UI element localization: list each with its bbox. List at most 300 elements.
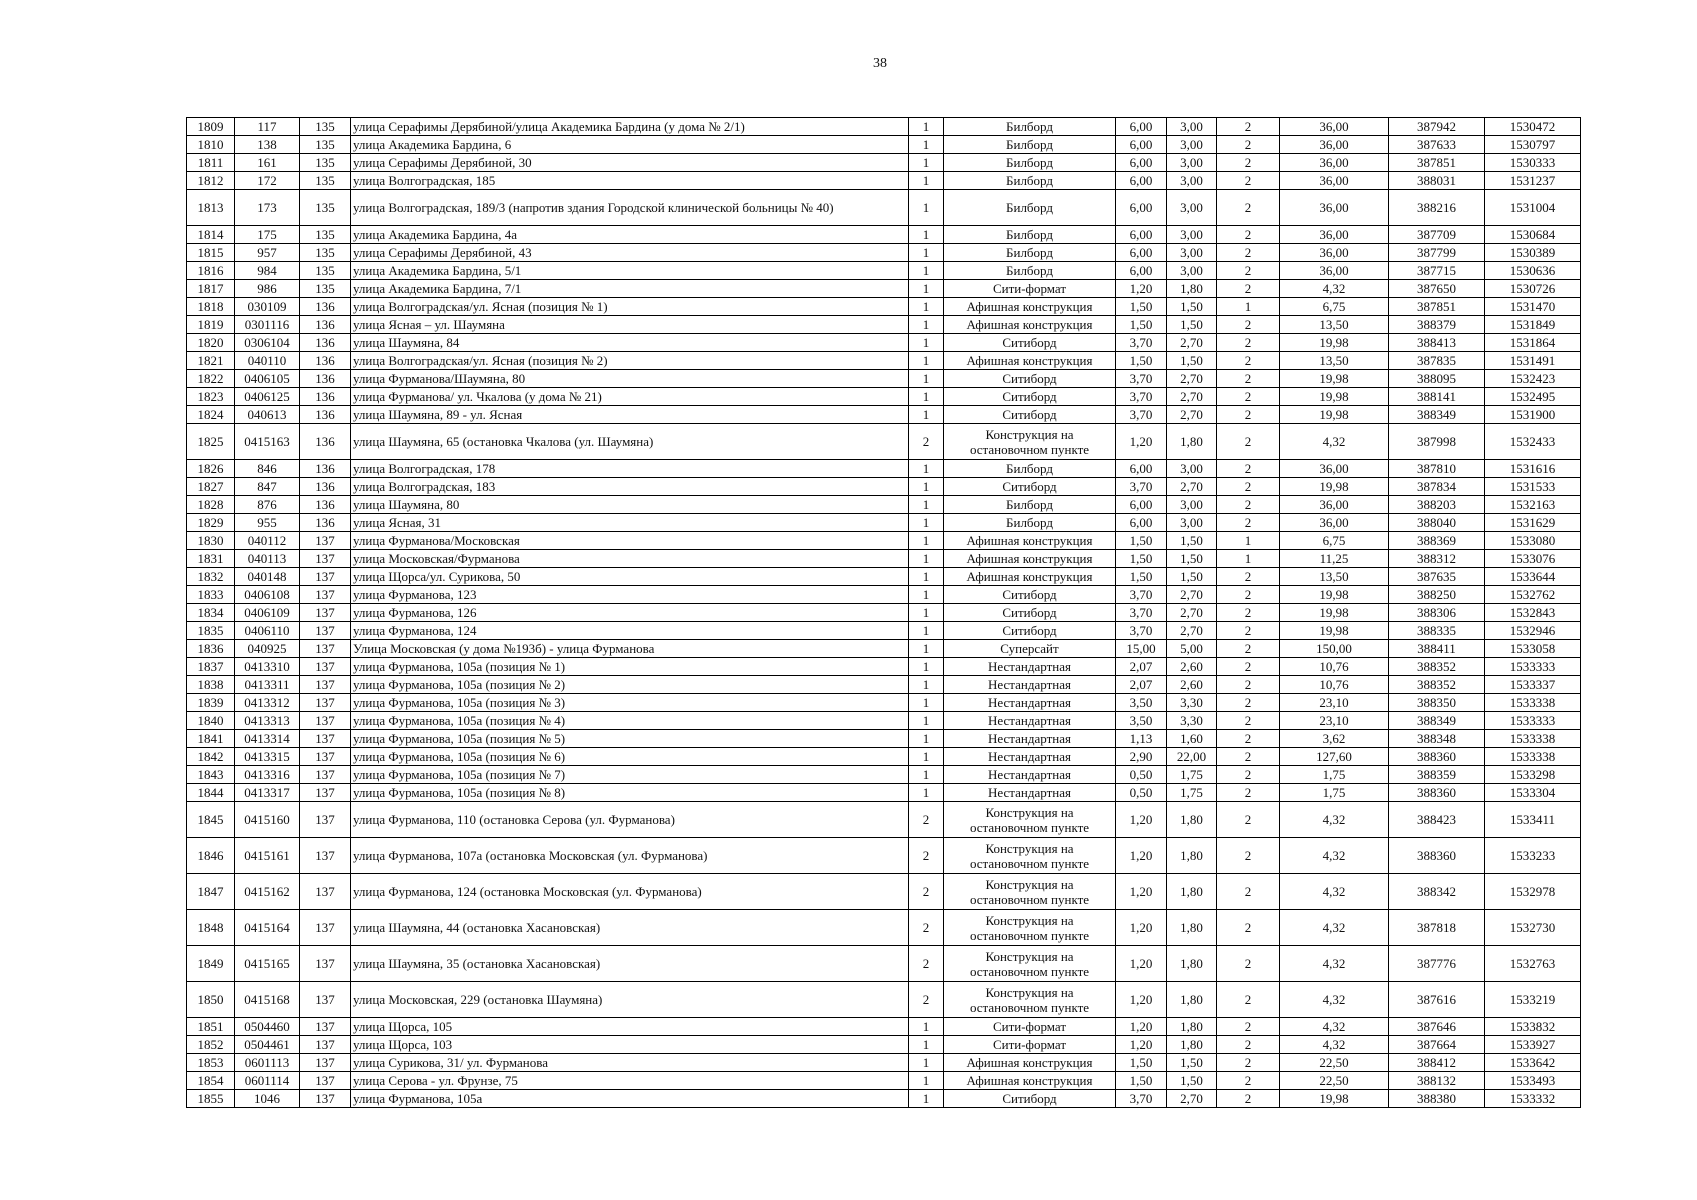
faces-cell: 2 [1217,712,1280,730]
sides-cell: 1 [909,406,944,424]
height-cell: 3,00 [1167,244,1217,262]
structure-type-cell: Конструкция на остановочном пункте [944,802,1116,838]
width-cell: 3,50 [1116,694,1167,712]
address-cell: улица Щорса/ул. Сурикова, 50 [351,568,909,586]
x-coordinate-cell: 388335 [1389,622,1485,640]
area-cell: 4,32 [1280,946,1389,982]
structure-type-cell: Конструкция на остановочном пункте [944,910,1116,946]
object-id-cell: 040613 [235,406,300,424]
area-cell: 4,32 [1280,1036,1389,1054]
faces-cell: 2 [1217,334,1280,352]
table-row [187,478,1581,496]
width-cell: 1,20 [1116,1018,1167,1036]
area-cell: 4,32 [1280,280,1389,298]
y-coordinate-cell: 1532978 [1485,874,1581,910]
height-cell: 3,30 [1167,712,1217,730]
structure-type-cell: Нестандартная [944,712,1116,730]
area-cell: 4,32 [1280,982,1389,1018]
width-cell: 1,50 [1116,298,1167,316]
table-row [187,658,1581,676]
sides-cell: 1 [909,118,944,136]
sides-cell: 1 [909,334,944,352]
district-code-cell: 137 [300,982,351,1018]
district-code-cell: 136 [300,514,351,532]
row-number-cell: 1815 [187,244,235,262]
table-row [187,622,1581,640]
structure-type-cell: Ситиборд [944,370,1116,388]
table-row [187,172,1581,190]
y-coordinate-cell: 1531900 [1485,406,1581,424]
y-coordinate-cell: 1530472 [1485,118,1581,136]
district-code-cell: 136 [300,316,351,334]
faces-cell: 2 [1217,118,1280,136]
structure-type-cell: Афишная конструкция [944,1054,1116,1072]
table-row [187,352,1581,370]
y-coordinate-cell: 1533493 [1485,1072,1581,1090]
district-code-cell: 137 [300,640,351,658]
x-coordinate-cell: 388095 [1389,370,1485,388]
faces-cell: 2 [1217,1054,1280,1072]
y-coordinate-cell: 1532763 [1485,946,1581,982]
object-id-cell: 984 [235,262,300,280]
district-code-cell: 135 [300,118,351,136]
y-coordinate-cell: 1531004 [1485,190,1581,226]
object-id-cell: 0413312 [235,694,300,712]
district-code-cell: 137 [300,568,351,586]
district-code-cell: 136 [300,478,351,496]
row-number-cell: 1844 [187,784,235,802]
object-id-cell: 0504461 [235,1036,300,1054]
district-code-cell: 137 [300,784,351,802]
area-cell: 150,00 [1280,640,1389,658]
width-cell: 6,00 [1116,460,1167,478]
faces-cell: 2 [1217,1090,1280,1108]
area-cell: 4,32 [1280,424,1389,460]
object-id-cell: 0413314 [235,730,300,748]
row-number-cell: 1835 [187,622,235,640]
height-cell: 3,00 [1167,172,1217,190]
x-coordinate-cell: 387650 [1389,280,1485,298]
height-cell: 2,60 [1167,658,1217,676]
row-number-cell: 1850 [187,982,235,1018]
y-coordinate-cell: 1532433 [1485,424,1581,460]
area-cell: 22,50 [1280,1072,1389,1090]
object-id-cell: 0415164 [235,910,300,946]
structure-type-cell: Билборд [944,172,1116,190]
area-cell: 19,98 [1280,604,1389,622]
height-cell: 2,70 [1167,334,1217,352]
row-number-cell: 1854 [187,1072,235,1090]
y-coordinate-cell: 1533332 [1485,1090,1581,1108]
height-cell: 1,50 [1167,1054,1217,1072]
sides-cell: 1 [909,388,944,406]
address-cell: улица Академика Бардина, 4а [351,226,909,244]
district-code-cell: 136 [300,298,351,316]
area-cell: 19,98 [1280,406,1389,424]
address-cell: улица Фурманова, 105а (позиция № 6) [351,748,909,766]
district-code-cell: 137 [300,766,351,784]
address-cell: улица Московская, 229 (остановка Шаумяна) [351,982,909,1018]
structure-type-cell: Суперсайт [944,640,1116,658]
height-cell: 1,80 [1167,802,1217,838]
area-cell: 11,25 [1280,550,1389,568]
width-cell: 0,50 [1116,766,1167,784]
sides-cell: 2 [909,874,944,910]
area-cell: 36,00 [1280,244,1389,262]
row-number-cell: 1810 [187,136,235,154]
x-coordinate-cell: 387616 [1389,982,1485,1018]
width-cell: 1,13 [1116,730,1167,748]
district-code-cell: 137 [300,1018,351,1036]
x-coordinate-cell: 388349 [1389,406,1485,424]
table-row [187,1018,1581,1036]
faces-cell: 2 [1217,352,1280,370]
structure-type-cell: Афишная конструкция [944,352,1116,370]
object-id-cell: 0413315 [235,748,300,766]
width-cell: 3,70 [1116,604,1167,622]
faces-cell: 2 [1217,982,1280,1018]
area-cell: 1,75 [1280,766,1389,784]
width-cell: 1,50 [1116,1054,1167,1072]
width-cell: 1,50 [1116,352,1167,370]
x-coordinate-cell: 388423 [1389,802,1485,838]
sides-cell: 1 [909,1036,944,1054]
structure-type-cell: Билборд [944,154,1116,172]
structure-type-cell: Билборд [944,136,1116,154]
width-cell: 3,70 [1116,1090,1167,1108]
x-coordinate-cell: 388380 [1389,1090,1485,1108]
row-number-cell: 1851 [187,1018,235,1036]
faces-cell: 2 [1217,784,1280,802]
y-coordinate-cell: 1530333 [1485,154,1581,172]
address-cell: улица Шаумяна, 65 (остановка Чкалова (ул. Шаумяна) [351,424,909,460]
y-coordinate-cell: 1532730 [1485,910,1581,946]
width-cell: 6,00 [1116,226,1167,244]
table-row [187,262,1581,280]
sides-cell: 1 [909,730,944,748]
height-cell: 1,80 [1167,280,1217,298]
district-code-cell: 135 [300,244,351,262]
faces-cell: 2 [1217,802,1280,838]
address-cell: улица Волгоградская, 178 [351,460,909,478]
width-cell: 3,50 [1116,712,1167,730]
sides-cell: 1 [909,280,944,298]
y-coordinate-cell: 1533333 [1485,658,1581,676]
x-coordinate-cell: 388040 [1389,514,1485,532]
area-cell: 19,98 [1280,622,1389,640]
faces-cell: 2 [1217,586,1280,604]
table-row [187,694,1581,712]
row-number-cell: 1833 [187,586,235,604]
faces-cell: 2 [1217,748,1280,766]
address-cell: улица Щорса, 103 [351,1036,909,1054]
x-coordinate-cell: 387834 [1389,478,1485,496]
object-id-cell: 0306104 [235,334,300,352]
row-number-cell: 1847 [187,874,235,910]
structure-type-cell: Билборд [944,460,1116,478]
width-cell: 3,70 [1116,334,1167,352]
width-cell: 2,07 [1116,658,1167,676]
table-row [187,118,1581,136]
district-code-cell: 137 [300,658,351,676]
area-cell: 36,00 [1280,118,1389,136]
object-id-cell: 0415161 [235,838,300,874]
area-cell: 127,60 [1280,748,1389,766]
table-row [187,1036,1581,1054]
width-cell: 1,50 [1116,550,1167,568]
row-number-cell: 1817 [187,280,235,298]
sides-cell: 1 [909,1018,944,1036]
x-coordinate-cell: 388352 [1389,658,1485,676]
structure-type-cell: Билборд [944,514,1116,532]
x-coordinate-cell: 387998 [1389,424,1485,460]
sides-cell: 1 [909,694,944,712]
height-cell: 2,70 [1167,604,1217,622]
row-number-cell: 1828 [187,496,235,514]
x-coordinate-cell: 388348 [1389,730,1485,748]
height-cell: 3,00 [1167,118,1217,136]
district-code-cell: 137 [300,748,351,766]
y-coordinate-cell: 1533337 [1485,676,1581,694]
area-cell: 19,98 [1280,370,1389,388]
width-cell: 6,00 [1116,136,1167,154]
height-cell: 1,50 [1167,1072,1217,1090]
sides-cell: 1 [909,190,944,226]
address-cell: улица Ясная, 31 [351,514,909,532]
x-coordinate-cell: 387835 [1389,352,1485,370]
height-cell: 3,30 [1167,694,1217,712]
table-row [187,136,1581,154]
height-cell: 3,00 [1167,136,1217,154]
row-number-cell: 1818 [187,298,235,316]
x-coordinate-cell: 388031 [1389,172,1485,190]
sides-cell: 2 [909,838,944,874]
row-number-cell: 1825 [187,424,235,460]
sides-cell: 1 [909,172,944,190]
structure-type-cell: Ситиборд [944,478,1116,496]
row-number-cell: 1846 [187,838,235,874]
object-id-cell: 138 [235,136,300,154]
faces-cell: 2 [1217,1072,1280,1090]
table-row [187,550,1581,568]
x-coordinate-cell: 388360 [1389,838,1485,874]
x-coordinate-cell: 388359 [1389,766,1485,784]
district-code-cell: 136 [300,352,351,370]
object-id-cell: 876 [235,496,300,514]
address-cell: улица Серафимы Дерябиной, 43 [351,244,909,262]
faces-cell: 2 [1217,316,1280,334]
area-cell: 4,32 [1280,1018,1389,1036]
area-cell: 19,98 [1280,478,1389,496]
x-coordinate-cell: 387851 [1389,154,1485,172]
area-cell: 4,32 [1280,910,1389,946]
address-cell: улица Академика Бардина, 5/1 [351,262,909,280]
address-cell: улица Фурманова, 105а [351,1090,909,1108]
area-cell: 36,00 [1280,226,1389,244]
area-cell: 10,76 [1280,676,1389,694]
faces-cell: 1 [1217,532,1280,550]
structure-type-cell: Билборд [944,226,1116,244]
sides-cell: 1 [909,676,944,694]
table-row [187,640,1581,658]
y-coordinate-cell: 1531849 [1485,316,1581,334]
x-coordinate-cell: 388350 [1389,694,1485,712]
structure-type-cell: Афишная конструкция [944,568,1116,586]
structure-type-cell: Афишная конструкция [944,550,1116,568]
faces-cell: 2 [1217,874,1280,910]
object-id-cell: 175 [235,226,300,244]
object-id-cell: 040925 [235,640,300,658]
sides-cell: 1 [909,1072,944,1090]
sides-cell: 1 [909,370,944,388]
object-id-cell: 847 [235,478,300,496]
structure-type-cell: Ситиборд [944,1090,1116,1108]
x-coordinate-cell: 387646 [1389,1018,1485,1036]
area-cell: 1,75 [1280,784,1389,802]
structure-type-cell: Нестандартная [944,658,1116,676]
district-code-cell: 137 [300,910,351,946]
x-coordinate-cell: 387810 [1389,460,1485,478]
sides-cell: 1 [909,1090,944,1108]
structure-type-cell: Афишная конструкция [944,298,1116,316]
y-coordinate-cell: 1530726 [1485,280,1581,298]
row-number-cell: 1848 [187,910,235,946]
table-row [187,766,1581,784]
x-coordinate-cell: 387715 [1389,262,1485,280]
sides-cell: 1 [909,460,944,478]
sides-cell: 1 [909,496,944,514]
width-cell: 1,20 [1116,1036,1167,1054]
object-id-cell: 0406108 [235,586,300,604]
object-id-cell: 986 [235,280,300,298]
object-id-cell: 173 [235,190,300,226]
x-coordinate-cell: 388216 [1389,190,1485,226]
area-cell: 19,98 [1280,388,1389,406]
object-id-cell: 0504460 [235,1018,300,1036]
sides-cell: 1 [909,298,944,316]
structure-type-cell: Ситиборд [944,334,1116,352]
structure-type-cell: Ситиборд [944,604,1116,622]
district-code-cell: 135 [300,190,351,226]
width-cell: 1,20 [1116,946,1167,982]
width-cell: 1,50 [1116,568,1167,586]
object-id-cell: 0415160 [235,802,300,838]
width-cell: 3,70 [1116,406,1167,424]
address-cell: улица Фурманова/ ул. Чкалова (у дома № 21) [351,388,909,406]
sides-cell: 1 [909,136,944,154]
y-coordinate-cell: 1533644 [1485,568,1581,586]
sides-cell: 1 [909,262,944,280]
object-id-cell: 955 [235,514,300,532]
table-row [187,460,1581,478]
structure-type-cell: Афишная конструкция [944,532,1116,550]
height-cell: 1,75 [1167,784,1217,802]
row-number-cell: 1826 [187,460,235,478]
sides-cell: 1 [909,226,944,244]
row-number-cell: 1855 [187,1090,235,1108]
height-cell: 22,00 [1167,748,1217,766]
area-cell: 19,98 [1280,334,1389,352]
object-id-cell: 117 [235,118,300,136]
x-coordinate-cell: 387635 [1389,568,1485,586]
x-coordinate-cell: 387818 [1389,910,1485,946]
x-coordinate-cell: 388349 [1389,712,1485,730]
faces-cell: 2 [1217,424,1280,460]
table-row [187,676,1581,694]
x-coordinate-cell: 388360 [1389,784,1485,802]
area-cell: 13,50 [1280,316,1389,334]
area-cell: 19,98 [1280,586,1389,604]
height-cell: 2,70 [1167,370,1217,388]
x-coordinate-cell: 388312 [1389,550,1485,568]
district-code-cell: 137 [300,1090,351,1108]
area-cell: 22,50 [1280,1054,1389,1072]
table-row [187,730,1581,748]
table-row [187,1072,1581,1090]
sides-cell: 1 [909,766,944,784]
object-id-cell: 0413316 [235,766,300,784]
table-body [187,118,1581,1108]
width-cell: 3,70 [1116,370,1167,388]
x-coordinate-cell: 387799 [1389,244,1485,262]
address-cell: улица Волгоградская/ул. Ясная (позиция № 2) [351,352,909,370]
x-coordinate-cell: 388413 [1389,334,1485,352]
width-cell: 6,00 [1116,118,1167,136]
height-cell: 1,80 [1167,874,1217,910]
table-row [187,748,1581,766]
height-cell: 2,60 [1167,676,1217,694]
placements-table [186,117,1581,1108]
object-id-cell: 040113 [235,550,300,568]
width-cell: 6,00 [1116,262,1167,280]
x-coordinate-cell: 387709 [1389,226,1485,244]
row-number-cell: 1821 [187,352,235,370]
faces-cell: 2 [1217,946,1280,982]
address-cell: улица Волгоградская/ул. Ясная (позиция № 1) [351,298,909,316]
district-code-cell: 137 [300,676,351,694]
row-number-cell: 1837 [187,658,235,676]
district-code-cell: 137 [300,838,351,874]
y-coordinate-cell: 1531616 [1485,460,1581,478]
height-cell: 1,50 [1167,568,1217,586]
structure-type-cell: Афишная конструкция [944,1072,1116,1090]
object-id-cell: 0406110 [235,622,300,640]
y-coordinate-cell: 1533219 [1485,982,1581,1018]
sides-cell: 1 [909,622,944,640]
object-id-cell: 030109 [235,298,300,316]
row-number-cell: 1845 [187,802,235,838]
row-number-cell: 1852 [187,1036,235,1054]
row-number-cell: 1820 [187,334,235,352]
object-id-cell: 0413317 [235,784,300,802]
row-number-cell: 1840 [187,712,235,730]
district-code-cell: 137 [300,1036,351,1054]
height-cell: 2,70 [1167,406,1217,424]
structure-type-cell: Ситиборд [944,406,1116,424]
object-id-cell: 161 [235,154,300,172]
object-id-cell: 040112 [235,532,300,550]
height-cell: 1,80 [1167,1018,1217,1036]
width-cell: 3,70 [1116,586,1167,604]
faces-cell: 2 [1217,370,1280,388]
x-coordinate-cell: 388306 [1389,604,1485,622]
address-cell: улица Фурманова/Шаумяна, 80 [351,370,909,388]
y-coordinate-cell: 1533058 [1485,640,1581,658]
faces-cell: 2 [1217,136,1280,154]
area-cell: 6,75 [1280,298,1389,316]
height-cell: 2,70 [1167,586,1217,604]
row-number-cell: 1811 [187,154,235,172]
